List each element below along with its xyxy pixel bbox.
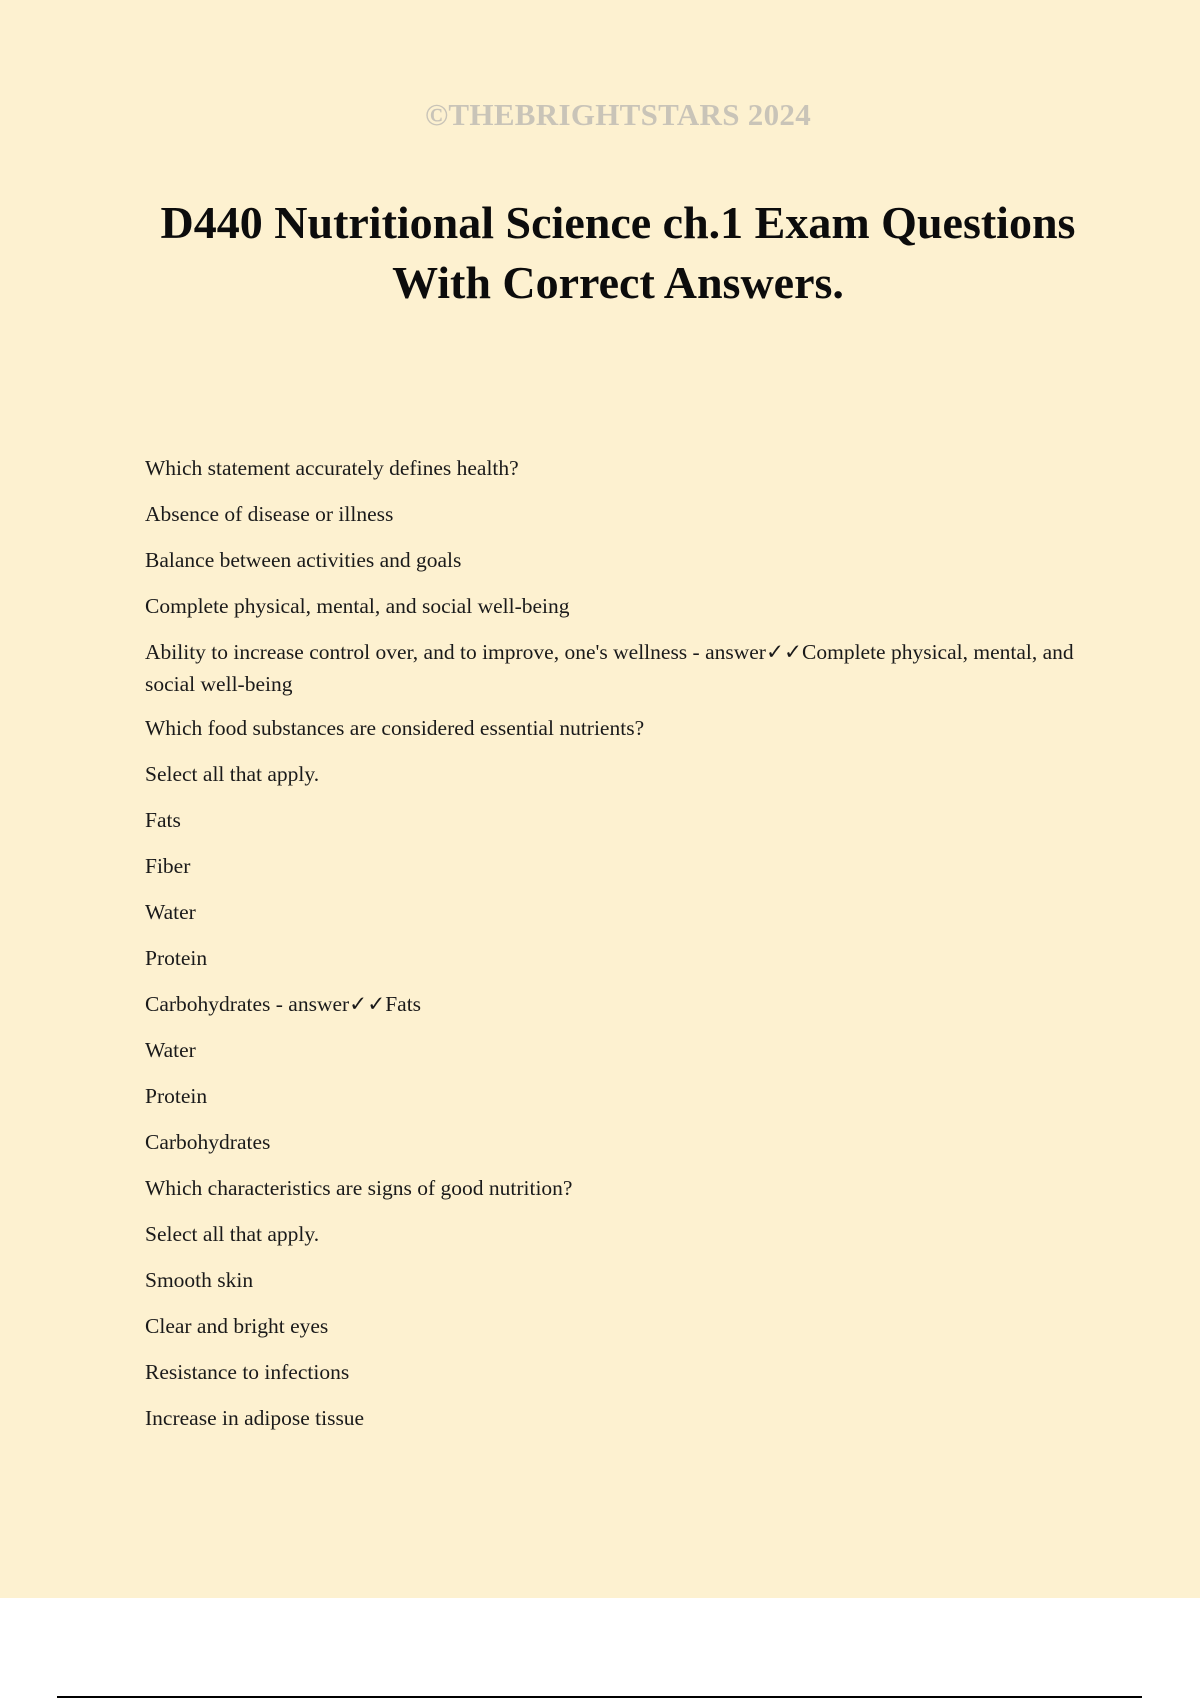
answer-key-item: Carbohydrates xyxy=(145,1130,271,1154)
answer-option-with-key: Carbohydrates - answer✓✓Fats xyxy=(145,992,422,1016)
answer-option: Balance between activities and goals xyxy=(145,548,462,572)
question-instruction: Select all that apply. xyxy=(145,1222,320,1246)
answer-option-with-key: Ability to increase control over, and to improve, one's wellness - answer✓✓Complete physical, mental, and social well-being xyxy=(145,640,1074,696)
question-text: Which food substances are considered essential nutrients? xyxy=(145,716,645,740)
answer-key-item: Protein xyxy=(145,1084,208,1108)
answer-key-item: Water xyxy=(145,1038,196,1062)
answer-option: Smooth skin xyxy=(145,1268,254,1292)
watermark: ©THEBRIGHTSTARS 2024 xyxy=(424,97,812,132)
question-instruction: Select all that apply. xyxy=(145,762,320,786)
answer-option: Fiber xyxy=(145,854,191,878)
question-text: Which statement accurately defines health? xyxy=(145,456,519,480)
question-text: Which characteristics are signs of good nutrition? xyxy=(145,1176,573,1200)
answer-option: Fats xyxy=(145,808,181,832)
answer-option: Absence of disease or illness xyxy=(145,502,394,526)
answer-option: Protein xyxy=(145,946,208,970)
answer-option: Complete physical, mental, and social well-being xyxy=(145,594,570,618)
answer-option: Clear and bright eyes xyxy=(145,1314,329,1338)
answer-option: Resistance to infections xyxy=(145,1360,350,1384)
question-list xyxy=(145,452,1085,1448)
answer-option: Increase in adipose tissue xyxy=(145,1406,365,1430)
document-title: D440 Nutritional Science ch.1 Exam Questions With Correct Answers. xyxy=(160,197,1076,308)
footer-divider xyxy=(57,1696,1142,1698)
answer-option: Water xyxy=(145,900,196,924)
